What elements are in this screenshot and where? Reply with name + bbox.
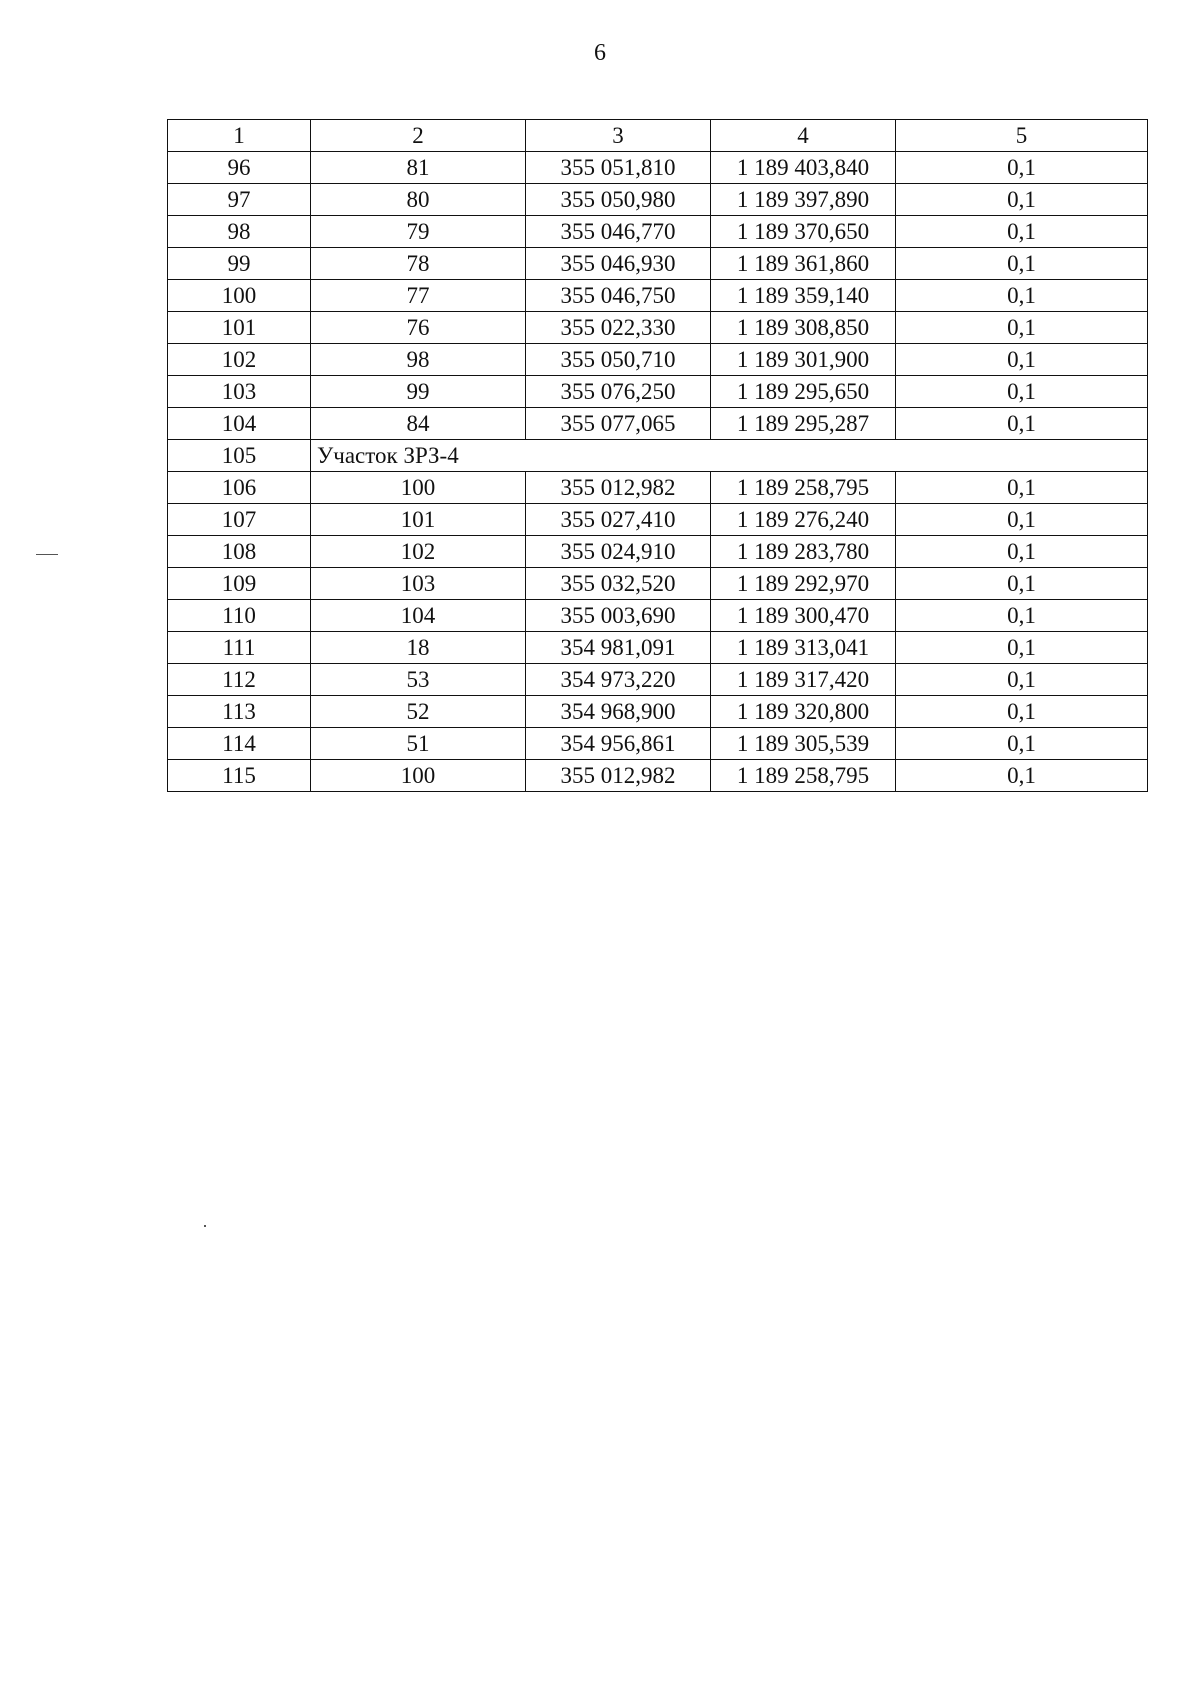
table-cell: 100 [311, 472, 526, 504]
table-cell: 106 [168, 472, 311, 504]
table-row [168, 600, 1148, 632]
table-cell: 102 [168, 344, 311, 376]
table-cell: 0,1 [896, 504, 1148, 536]
table-cell: 0,1 [896, 600, 1148, 632]
table-cell: 109 [168, 568, 311, 600]
coordinates-table [167, 119, 1148, 792]
column-header: 1 [168, 120, 311, 152]
table-cell: 81 [311, 152, 526, 184]
table-cell: 1 189 276,240 [711, 504, 896, 536]
column-header: 5 [896, 120, 1148, 152]
table-cell: 108 [168, 536, 311, 568]
table-cell: 0,1 [896, 216, 1148, 248]
table-cell: 1 189 359,140 [711, 280, 896, 312]
table-cell: 354 981,091 [526, 632, 711, 664]
column-header: 2 [311, 120, 526, 152]
table-cell: 84 [311, 408, 526, 440]
table-cell: 1 189 397,890 [711, 184, 896, 216]
table-cell: 102 [311, 536, 526, 568]
table-cell: 355 012,982 [526, 760, 711, 792]
table-body [168, 120, 1148, 792]
table-cell: 1 189 258,795 [711, 472, 896, 504]
table-cell: 0,1 [896, 376, 1148, 408]
table-cell: 0,1 [896, 280, 1148, 312]
table-row [168, 408, 1148, 440]
table-row [168, 728, 1148, 760]
table-row [168, 536, 1148, 568]
column-header: 4 [711, 120, 896, 152]
table-cell: 1 189 370,650 [711, 216, 896, 248]
table-cell: 115 [168, 760, 311, 792]
table-cell: 76 [311, 312, 526, 344]
column-header: 3 [526, 120, 711, 152]
table-cell: 355 012,982 [526, 472, 711, 504]
table-row [168, 376, 1148, 408]
table-cell: 104 [311, 600, 526, 632]
table-cell: 79 [311, 216, 526, 248]
table-cell: 1 189 295,287 [711, 408, 896, 440]
table-header-row [168, 120, 1148, 152]
table-cell: 1 189 403,840 [711, 152, 896, 184]
table-cell: 355 003,690 [526, 600, 711, 632]
table-cell: 100 [168, 280, 311, 312]
scan-artifact [204, 1225, 206, 1227]
table-cell: 1 189 295,650 [711, 376, 896, 408]
page-number: 6 [594, 40, 606, 66]
table-cell: 111 [168, 632, 311, 664]
table-cell: 355 051,810 [526, 152, 711, 184]
table-cell: 80 [311, 184, 526, 216]
table-cell: 53 [311, 664, 526, 696]
table-cell: 0,1 [896, 696, 1148, 728]
table-cell: 105 [168, 440, 311, 472]
table-cell: 0,1 [896, 248, 1148, 280]
table-cell: 1 189 313,041 [711, 632, 896, 664]
table-cell: 99 [168, 248, 311, 280]
table-cell: 355 022,330 [526, 312, 711, 344]
table-cell: 0,1 [896, 568, 1148, 600]
table-row [168, 568, 1148, 600]
table-cell: 52 [311, 696, 526, 728]
table-cell: 355 046,750 [526, 280, 711, 312]
table-cell: 355 046,770 [526, 216, 711, 248]
table-cell: 101 [311, 504, 526, 536]
table-row [168, 504, 1148, 536]
scan-artifact [36, 554, 58, 555]
table-cell: 355 027,410 [526, 504, 711, 536]
table-cell: 97 [168, 184, 311, 216]
table-cell: 0,1 [896, 184, 1148, 216]
table-cell: 114 [168, 728, 311, 760]
table-row [168, 248, 1148, 280]
table-cell: 1 189 292,970 [711, 568, 896, 600]
table-cell: 355 046,930 [526, 248, 711, 280]
table-row [168, 280, 1148, 312]
table-cell: 113 [168, 696, 311, 728]
section-label: Участок ЗРЗ-4 [311, 440, 1148, 472]
table-cell: 0,1 [896, 408, 1148, 440]
table-row [168, 760, 1148, 792]
table-cell: 107 [168, 504, 311, 536]
table-cell: 103 [311, 568, 526, 600]
table-cell: 1 189 317,420 [711, 664, 896, 696]
table-row [168, 184, 1148, 216]
table-cell: 1 189 308,850 [711, 312, 896, 344]
table-cell: 112 [168, 664, 311, 696]
table-cell: 0,1 [896, 632, 1148, 664]
table-cell: 99 [311, 376, 526, 408]
table-cell: 96 [168, 152, 311, 184]
table-cell: 0,1 [896, 728, 1148, 760]
table-cell: 98 [311, 344, 526, 376]
table-row [168, 344, 1148, 376]
table-cell: 100 [311, 760, 526, 792]
table-cell: 104 [168, 408, 311, 440]
table-cell: 1 189 258,795 [711, 760, 896, 792]
table-row [168, 696, 1148, 728]
table-cell: 355 024,910 [526, 536, 711, 568]
table-cell: 77 [311, 280, 526, 312]
table-cell: 0,1 [896, 536, 1148, 568]
table-cell: 354 968,900 [526, 696, 711, 728]
table-cell: 1 189 361,860 [711, 248, 896, 280]
table-cell: 98 [168, 216, 311, 248]
table-cell: 1 189 301,900 [711, 344, 896, 376]
table-cell: 18 [311, 632, 526, 664]
table-cell: 0,1 [896, 152, 1148, 184]
table-cell: 0,1 [896, 472, 1148, 504]
table-cell: 0,1 [896, 344, 1148, 376]
table-cell: 355 076,250 [526, 376, 711, 408]
table-cell: 1 189 320,800 [711, 696, 896, 728]
table-cell: 110 [168, 600, 311, 632]
table-section-row [168, 440, 1148, 472]
table-cell: 0,1 [896, 664, 1148, 696]
table-cell: 101 [168, 312, 311, 344]
table-cell: 354 956,861 [526, 728, 711, 760]
table-cell: 0,1 [896, 760, 1148, 792]
table-row [168, 216, 1148, 248]
table-cell: 355 050,980 [526, 184, 711, 216]
table-cell: 103 [168, 376, 311, 408]
table-cell: 0,1 [896, 312, 1148, 344]
table-cell: 78 [311, 248, 526, 280]
table-cell: 1 189 305,539 [711, 728, 896, 760]
table-cell: 354 973,220 [526, 664, 711, 696]
table-cell: 355 032,520 [526, 568, 711, 600]
table-cell: 1 189 283,780 [711, 536, 896, 568]
table-row [168, 632, 1148, 664]
table-cell: 1 189 300,470 [711, 600, 896, 632]
table-cell: 51 [311, 728, 526, 760]
table-cell: 355 077,065 [526, 408, 711, 440]
table-row [168, 472, 1148, 504]
table-row [168, 312, 1148, 344]
table-row [168, 664, 1148, 696]
table-cell: 355 050,710 [526, 344, 711, 376]
table-row [168, 152, 1148, 184]
